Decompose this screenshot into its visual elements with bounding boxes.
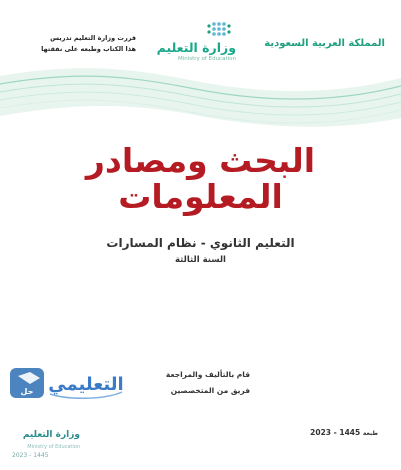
book-title-line-1: البحث ومصادر <box>85 141 316 180</box>
decision-line-1: قررت وزارة التعليم تدريس <box>50 34 136 42</box>
footer-ministry-english: Ministry of Education <box>27 444 80 450</box>
ministry-english: Ministry of Education <box>177 56 236 62</box>
year-level: السنة الثالثة <box>175 255 226 265</box>
edition-word: طبعة <box>362 430 378 437</box>
decision-line-2: هذا الكتاب وطبعه على نفقتها <box>41 45 136 53</box>
ministry-name: وزارة التعليم <box>156 40 236 55</box>
edition-label <box>282 428 378 437</box>
svg-text:التعليمي: التعليمي <box>48 374 124 395</box>
footer-ministry-name: وزارة التعليم <box>22 430 80 440</box>
book-subtitle: التعليم الثانوي - نظام المسارات <box>106 236 295 250</box>
footer-ministry-logo <box>10 428 80 464</box>
svg-text:حل: حل <box>20 387 34 396</box>
authorship-line-2: فريق من المتخصصين <box>170 386 250 395</box>
edition-years: 1445 - 2023 <box>310 428 361 437</box>
authorship-line-1: قام بالتأليف والمراجعة <box>165 370 250 379</box>
kingdom-label: المملكة العربية السعودية <box>264 38 385 49</box>
book-title-line-2: المعلومات <box>118 177 283 216</box>
ministry-dots-icon <box>156 18 240 40</box>
site-watermark-logo <box>8 360 126 404</box>
footer-year: 2023 - 1445 <box>12 452 49 459</box>
